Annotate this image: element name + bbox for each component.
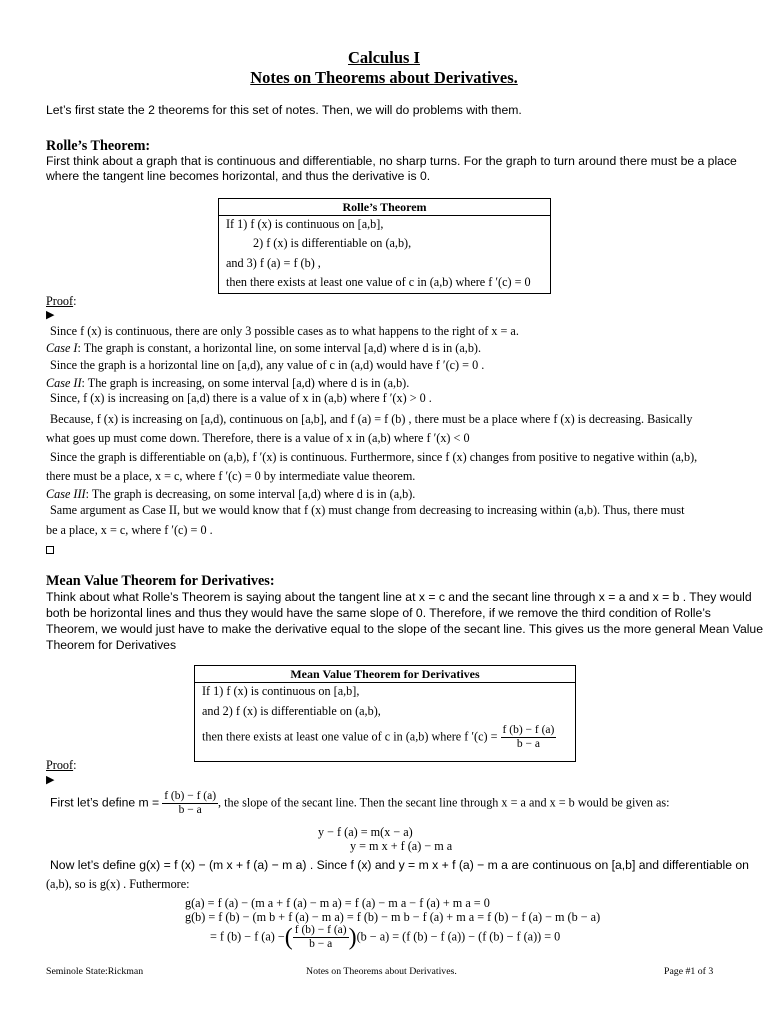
rolle-box-header: Rolle’s Theorem bbox=[219, 199, 550, 216]
rolle-box-line1: If 1) f (x) is continuous on [a,b], bbox=[226, 217, 384, 231]
doc-title-line1: Calculus I bbox=[348, 48, 420, 67]
secant-equation-1: y − f (a) = m(x − a) bbox=[318, 825, 413, 839]
rolle-desc-line1: First think about a graph that is continuous and differentiable, no sharp turns. For the graph to turn around there must be a place bbox=[46, 154, 737, 168]
doc-title-line2: Notes on Theorems about Derivatives. bbox=[250, 68, 518, 87]
secant-equation-2: y = m x + f (a) − m a bbox=[350, 839, 453, 853]
mvt-proof-triangle-icon: ▶ bbox=[46, 774, 55, 786]
mvt-theorem-box bbox=[194, 665, 576, 762]
rolle-proof-p7: there must be a place, x = c, where f ′(c) = 0 by intermediate value theorem. bbox=[46, 469, 416, 483]
mvt-desc-line1: Think about what Rolle’s Theorem is saying about the tangent line at x = c and the secant line through x = a and x = b . They would bbox=[46, 590, 752, 604]
qed-square-icon bbox=[46, 542, 54, 558]
rolle-case2: Case II: The graph is increasing, on some interval [a,d) where d is in (a,b). bbox=[46, 376, 410, 390]
rolle-proof-p5: what goes up must come down. Therefore, there is a value of x in (a,b) where f ′(x) < 0 bbox=[46, 431, 470, 445]
rolle-proof-p1: Since f (x) is continuous, there are only 3 possible cases as to what happens to the right of x = a. bbox=[50, 324, 519, 338]
mvt-slope-fraction: $\frac{f (b) - f (a)}{b - a}$ bbox=[502, 724, 555, 750]
rolle-proof-label: Proof: bbox=[46, 294, 77, 308]
mvt-box-line1: If 1) f (x) is continuous on [a,b], bbox=[202, 684, 360, 698]
rolle-proof-p4: Because, f (x) is increasing on [a,d), continuous on [a,b], and f (a) = f (b) , there must be a place where f (x) is decreasing. Basically bbox=[50, 412, 693, 426]
mvt-proof-label: Proof: bbox=[46, 758, 77, 772]
rolle-case3: Case III: The graph is decreasing, on some interval [a,d) where d is in (a,b). bbox=[46, 487, 416, 501]
mvt-box-header: Mean Value Theorem for Derivatives bbox=[195, 666, 575, 683]
rolle-proof-p3: Since, f (x) is increasing on [a,d) there is a value of x in (a,b) where f ′(x) > 0 . bbox=[50, 391, 432, 405]
rolle-proof-p2: Since the graph is a horizontal line on [a,d), any value of c in (a,d) would have f ′(c) = 0 . bbox=[50, 358, 485, 372]
footer-left: Seminole State:Rickman bbox=[46, 966, 144, 977]
rolle-case1: Case I: The graph is constant, a horizontal line, on some interval [a,d) where d is in (a,b). bbox=[46, 341, 482, 355]
footer-center: Notes on Theorems about Derivatives. bbox=[306, 966, 457, 977]
m-definition-fraction: $\frac{f (b) - f (a)}{b - a}$ bbox=[164, 790, 217, 816]
rolle-box-line4: then there exists at least one value of c in (a,b) where f ′(c) = 0 bbox=[226, 275, 531, 289]
mvt-desc-line3: Theorem, we would just have to make the derivative equal to the slope of the secant line. This gives us the more general Mean Value bbox=[46, 622, 763, 636]
rolle-desc-line2: where the tangent line becomes horizontal, and thus the derivative is 0. bbox=[46, 169, 431, 183]
mvt-define-g-cont: (a,b), so is g(x) . Futhermore: bbox=[46, 877, 190, 891]
mvt-box-line2: and 2) f (x) is differentiable on (a,b), bbox=[202, 704, 381, 718]
rolle-proof-p8: Same argument as Case II, but we would know that f (x) must change from decreasing to increasing within (a,b). Thus, there must bbox=[50, 503, 685, 517]
rolle-theorem-box bbox=[218, 198, 551, 294]
rolle-heading: Rolle’s Theorem: bbox=[46, 138, 151, 154]
g-of-a-equation: g(a) = f (a) − (m a + f (a) − m a) = f (a) − m a − f (a) + m a = 0 bbox=[185, 896, 490, 910]
intro-text: Let’s first state the 2 theorems for this set of notes. Then, we will do problems with them. bbox=[46, 103, 522, 117]
rolle-proof-p6: Since the graph is differentiable on (a,b), f ′(x) is continuous. Furthermore, since f (x) changes from positive to negative within (a,b), bbox=[50, 450, 698, 464]
mvt-desc-line2: both be horizontal lines and thus they would have the same slope of 0. Therefore, if we remove the third condition of Rolle’s bbox=[46, 606, 711, 620]
rolle-proof-triangle-icon: ▶ bbox=[46, 309, 55, 321]
mvt-box-line3: then there exists at least one value of c in (a,b) where f ′(c) = $\frac{f (b) - f (a)}{b - a}$ bbox=[202, 724, 555, 750]
g-of-b-equation-cont: = f (b) − f (a) −( $\frac{f (b) - f (a)}{b - a}$ )(b − a) = (f (b) − f (a)) − (f (b) − f (a)) = 0 bbox=[210, 924, 561, 951]
footer-page-number: Page #1 of 3 bbox=[664, 966, 714, 977]
g-of-b-equation: g(b) = f (b) − (m b + f (a) − m a) = f (b) − m b − f (a) + m a = f (b) − f (a) − m (b − a) bbox=[185, 910, 601, 924]
mvt-define-g: Now let’s define g(x) = f (x) − (m x + f (a) − m a) . Since f (x) and y = m x + f (a) − m a are continuous on [a,b] and differentiable on bbox=[50, 858, 749, 872]
gb-fraction: $\frac{f (b) - f (a)}{b - a}$ bbox=[294, 924, 347, 950]
mvt-desc-line4: Theorem for Derivatives bbox=[46, 638, 177, 652]
rolle-proof-p9: be a place, x = c, where f ′(c) = 0 . bbox=[46, 523, 213, 537]
mvt-define-m: First let’s define m = $\frac{f (b) - f (a)}{b - a}$ , the slope of the secant line. Then the secant line through x = a and x = b would be given as: bbox=[50, 790, 670, 816]
rolle-box-line2: 2) f (x) is differentiable on (a,b), bbox=[253, 236, 412, 250]
rolle-box-line3: and 3) f (a) = f (b) , bbox=[226, 256, 321, 270]
mvt-heading: Mean Value Theorem for Derivatives: bbox=[46, 573, 275, 589]
